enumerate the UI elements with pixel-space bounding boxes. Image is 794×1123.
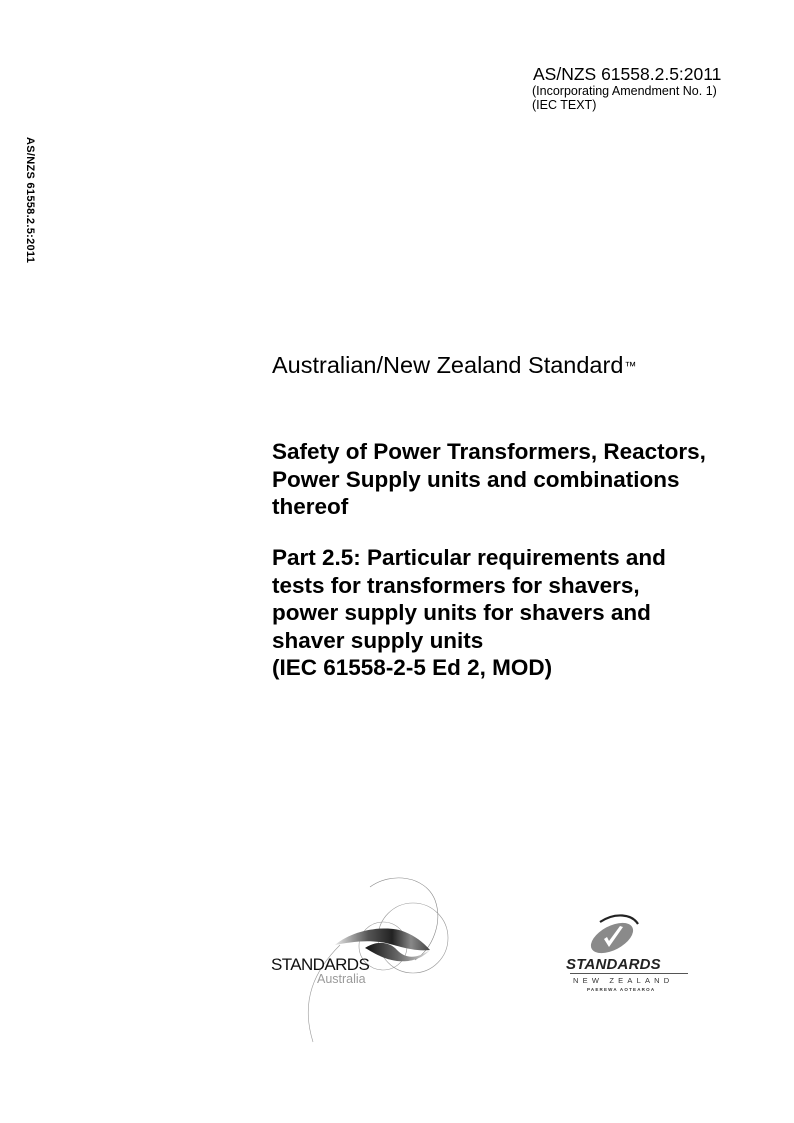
standards-australia-logo bbox=[265, 870, 465, 1050]
title-line: Power Supply units and combinations bbox=[272, 466, 680, 492]
standard-number: AS/NZS 61558.2.5:2011 bbox=[533, 64, 722, 84]
text-type-note: (IEC TEXT) bbox=[532, 98, 597, 112]
title-line: thereof bbox=[272, 494, 349, 519]
standards-australia-subtitle: Australia bbox=[317, 972, 366, 986]
part-line: power supply units for shavers and bbox=[272, 600, 651, 625]
standards-nz-tick-emblem-icon bbox=[560, 912, 700, 962]
spine-label: AS/NZS 61558.2.5:2011 bbox=[24, 137, 36, 264]
title-line: Safety of Power Transformers, Reactors, bbox=[272, 439, 706, 464]
standards-australia-wordmark: STANDARDS bbox=[271, 955, 370, 974]
part-line: (IEC 61558-2-5 Ed 2, MOD) bbox=[272, 655, 553, 680]
part-line: tests for transformers for shavers, bbox=[272, 572, 640, 598]
part-line: Part 2.5: Particular requirements and bbox=[272, 545, 666, 570]
standards-nz-maori-subtitle: PAEREWA AOTEAROA bbox=[587, 987, 656, 992]
amendment-note: (Incorporating Amendment No. 1) bbox=[532, 84, 717, 98]
part-title bbox=[272, 544, 772, 682]
trademark-symbol: ™ bbox=[624, 359, 637, 373]
document-header bbox=[532, 64, 721, 112]
document-title bbox=[272, 438, 772, 521]
part-line: shaver supply units bbox=[272, 627, 484, 653]
standard-type-label: Australian/New Zealand Standard bbox=[272, 352, 624, 378]
standard-type-heading bbox=[272, 351, 636, 379]
standards-new-zealand-logo bbox=[560, 912, 700, 1002]
standards-nz-wordmark: STANDARDS bbox=[566, 956, 661, 973]
standards-nz-subtitle: NEW ZEALAND bbox=[573, 976, 674, 985]
logo-divider bbox=[570, 973, 688, 974]
